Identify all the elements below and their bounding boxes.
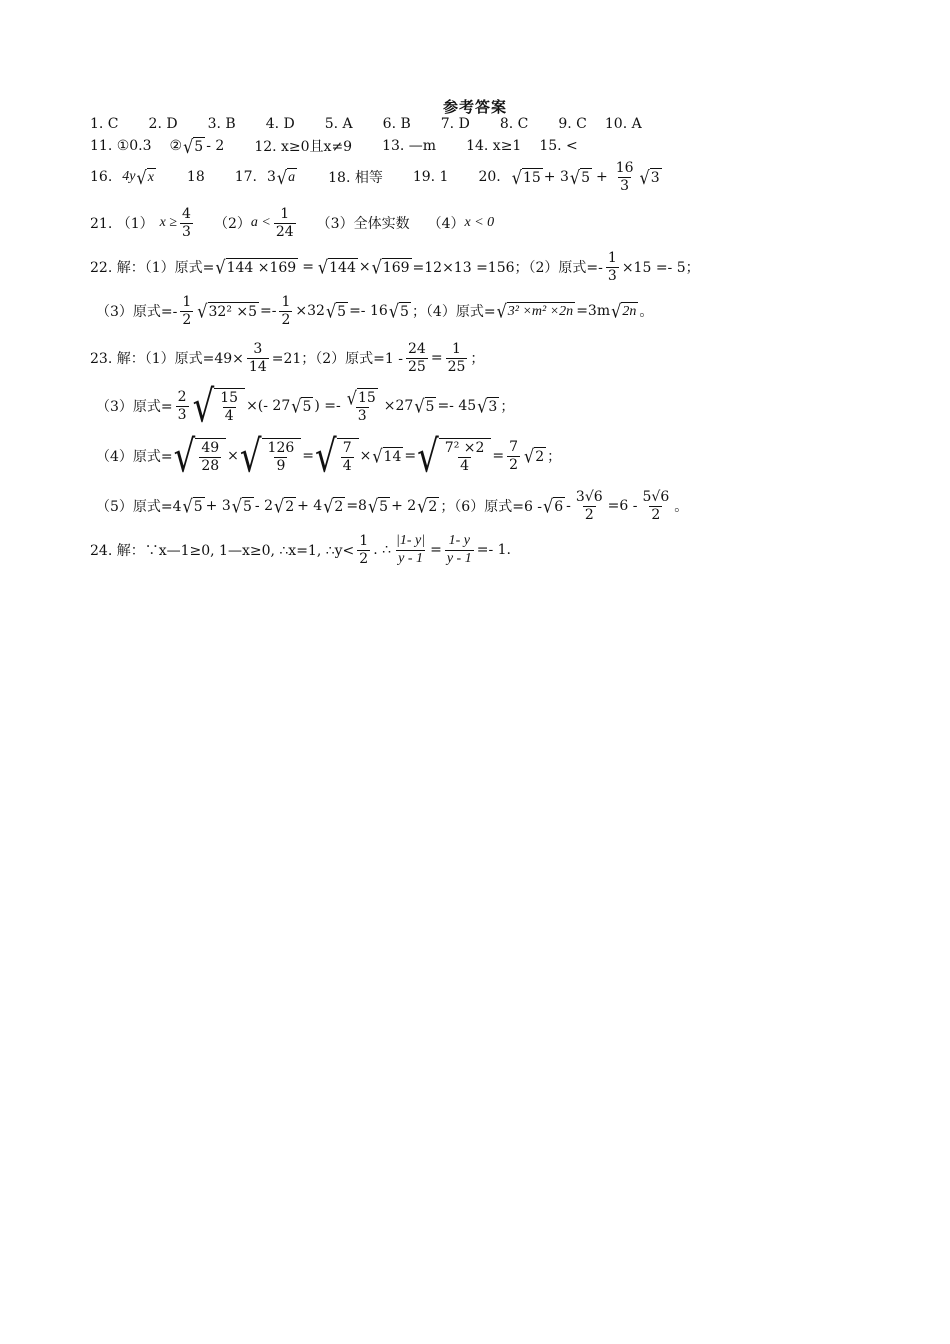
fraction: [218, 390, 240, 423]
radicand: 2: [428, 499, 438, 515]
denominator: 3: [177, 406, 187, 423]
answer-14: 14. x≥1: [466, 138, 522, 154]
answer-5: 5. A: [324, 116, 353, 132]
numerator: 126: [267, 440, 295, 457]
answer-22-part1: [90, 248, 700, 286]
text: ×: [358, 259, 371, 275]
numerator: |1- y|: [396, 533, 426, 549]
text: ×: [359, 448, 372, 464]
radicand: 5: [193, 499, 203, 515]
fraction: [640, 489, 671, 522]
text: 23. 解：（1）原式=49×: [90, 351, 244, 367]
answer-21: [90, 203, 494, 243]
answer-1: 1. C: [90, 116, 119, 132]
radicand: 6: [554, 499, 564, 515]
denominator: 9: [276, 457, 286, 474]
numerator: 5√6: [642, 489, 670, 506]
radicand: 2: [334, 499, 344, 515]
fraction: [176, 389, 189, 422]
numerator: 24: [408, 341, 426, 358]
text: . ∴: [373, 542, 392, 558]
radicand: 5: [581, 170, 590, 186]
sqrt: √ 2: [417, 495, 438, 518]
sqrt: √ 144: [317, 256, 356, 279]
sqrt: √ 5: [414, 395, 435, 418]
radicand: 5: [400, 304, 409, 320]
sqrt: √ 5: [569, 166, 590, 189]
text: =12×13 =156；（2）原式=-: [412, 260, 603, 276]
sqrt: √ 5: [183, 135, 204, 158]
radicand: 32² ×5: [208, 304, 258, 320]
sqrt: √ 5: [388, 300, 409, 323]
text: + 4: [297, 498, 323, 514]
answer-17: 17.: [234, 169, 257, 185]
sqrt: √ 5: [325, 300, 347, 323]
answer-20: 20.: [478, 169, 501, 185]
text: ；（6）原式=6 -: [440, 499, 543, 515]
answer-24: [90, 530, 511, 570]
page-title: 参考答案: [442, 98, 507, 116]
fraction: [614, 160, 636, 193]
coefficient: 4y: [122, 169, 136, 184]
denominator: 3: [607, 267, 617, 284]
fraction: [279, 294, 292, 327]
sqrt: √ 2n: [611, 300, 637, 323]
sqrt: √ 3: [639, 166, 660, 189]
expression: x ≥: [159, 215, 178, 230]
numerator: 15: [220, 390, 239, 407]
denominator: 2: [651, 506, 661, 523]
answer-6: 6. B: [382, 116, 411, 132]
numerator: 49: [201, 440, 220, 457]
sqrt: √ 3² ×m² ×2n: [496, 300, 574, 323]
answer-4: 4. D: [265, 116, 295, 132]
answer-12: 12. x≥0且x≠9: [254, 139, 353, 155]
radicand: 2: [285, 499, 295, 515]
text: （4）原式=: [96, 449, 173, 465]
text: =: [404, 448, 417, 464]
denominator: 3: [620, 177, 630, 194]
text: 24. 解：∵x—1≥0, 1—x≥0, ∴x=1, ∴y<: [90, 543, 355, 559]
radicand: 15: [357, 390, 376, 407]
sqrt: √ a: [276, 166, 296, 189]
text: =- 45: [437, 398, 477, 414]
denominator: 2: [182, 311, 192, 328]
text: （2）: [213, 216, 251, 232]
text: =-: [260, 303, 277, 319]
expression: a <: [250, 215, 271, 230]
text: ×(- 27: [246, 398, 291, 414]
answer-9: 9. C: [558, 116, 587, 132]
denominator: 4: [342, 457, 352, 474]
numerator: 4: [182, 206, 191, 223]
numerator: 1: [280, 206, 290, 223]
sqrt: √ 5: [291, 395, 312, 418]
denominator: y - 1: [446, 550, 472, 566]
text: ；: [500, 399, 515, 415]
radicand: 5: [302, 399, 312, 415]
fraction: [180, 294, 193, 327]
text: （3）全体实数: [316, 216, 410, 232]
sqrt: √ 5: [367, 495, 389, 518]
numerator: 7² ×2: [444, 440, 485, 457]
answer-22-part2: [96, 292, 653, 330]
fraction: [344, 388, 381, 423]
fraction: [357, 533, 370, 566]
fraction: [180, 206, 193, 239]
numerator: 7: [342, 440, 352, 457]
radicand: 15: [522, 170, 541, 186]
radicand: 5: [379, 499, 389, 515]
answers-1-10: [90, 116, 642, 132]
text: =- 1.: [476, 542, 512, 558]
text: + 3: [205, 498, 231, 514]
denominator: 24: [275, 223, 294, 240]
fraction: [247, 341, 269, 374]
fraction: [574, 489, 605, 522]
answer-15: 15. <: [539, 138, 578, 154]
text: 。: [674, 499, 689, 515]
sqrt: √ 14: [372, 445, 402, 468]
denominator: y - 1: [398, 550, 424, 566]
answer-13: 13. —m: [382, 138, 437, 154]
text: - 2: [254, 498, 273, 514]
sqrt: √ 144 ×169: [215, 256, 297, 279]
sqrt: √ $\frac{\text{7² ×2}}{4}$: [417, 438, 491, 473]
denominator: 2: [281, 311, 291, 328]
answer-16b: 18: [186, 169, 205, 185]
numerator: 1: [182, 294, 192, 311]
numerator: 1- y: [448, 533, 470, 549]
sqrt: √ $\frac{126}{9}$: [240, 438, 301, 473]
text: 22. 解：（1）原式=: [90, 260, 215, 276]
sqrt: √ 169: [371, 256, 410, 279]
answer-8: 8. C: [499, 116, 529, 132]
answer-23-part4: [96, 430, 562, 483]
text: =: [492, 448, 505, 464]
answer-18: 18. 相等: [328, 170, 383, 186]
text: =: [302, 259, 314, 275]
numerator: 1: [607, 250, 617, 267]
text: 。: [639, 304, 654, 320]
text: ×27: [383, 398, 414, 414]
answer-7: 7. D: [440, 116, 470, 132]
text: （3）原式=: [96, 399, 173, 415]
denominator: 3: [357, 407, 367, 424]
radicand: 5: [337, 304, 347, 320]
sqrt: √ 2: [323, 495, 344, 518]
sqrt: √ 2: [524, 445, 545, 468]
answer-3: 3. B: [207, 116, 236, 132]
text: + 2: [391, 498, 417, 514]
sqrt: √ x: [136, 166, 154, 189]
sqrt: √ $\frac{7}{4}$: [315, 438, 359, 473]
text: =: [430, 542, 442, 558]
denominator: 28: [201, 457, 220, 474]
denominator: 4: [460, 457, 470, 474]
radicand: 169: [382, 260, 410, 276]
answer-23-part3: [96, 380, 515, 433]
numerator: 3: [253, 341, 263, 358]
text: （3）原式=-: [96, 304, 178, 320]
text: 21. （1）: [90, 216, 154, 232]
numerator: 7: [509, 439, 519, 456]
denominator: 2: [584, 506, 594, 523]
fraction: [446, 341, 468, 374]
text: ；: [470, 351, 485, 367]
text: ×15 =- 5；: [621, 260, 700, 276]
radicand: 5: [425, 399, 435, 415]
text: （4）: [427, 216, 465, 232]
text: ；: [547, 449, 562, 465]
answer-11: 11. ①0.3: [90, 138, 152, 154]
text: =- 16: [349, 303, 388, 319]
radicand: 2n: [622, 304, 637, 319]
sqrt: √ $\frac{15}{4}$: [193, 388, 246, 423]
numerator: 2: [177, 389, 187, 406]
text: ；（4）原式=: [411, 304, 496, 320]
radicand: 144 ×169: [226, 260, 297, 276]
denominator: 2: [509, 456, 519, 473]
radicand: 14: [383, 449, 402, 465]
radicand: 2: [535, 449, 545, 465]
text: =6 -: [607, 498, 638, 514]
radicand: 3² ×m² ×2n: [507, 304, 574, 319]
text: （5）原式=4: [96, 499, 182, 515]
fraction: [606, 250, 619, 283]
numerator: 1: [281, 294, 291, 311]
denominator: 14: [248, 358, 267, 375]
denominator: 4: [224, 407, 234, 424]
radicand: 3: [650, 170, 660, 186]
sqrt: √ 5: [182, 495, 203, 518]
text: + 3: [543, 169, 569, 185]
fraction: [394, 533, 427, 566]
answer-23-part1: [90, 338, 484, 378]
sqrt: √ 2: [273, 495, 295, 518]
numerator: 1: [452, 341, 461, 358]
coefficient: 3: [267, 169, 276, 185]
numerator: 1: [359, 533, 369, 550]
radicand: 5: [194, 139, 204, 155]
denominator: 2: [359, 550, 369, 567]
radicand: 3: [488, 399, 498, 415]
answers-11-15: [90, 136, 578, 156]
text: =8: [346, 498, 367, 514]
text: ×32: [295, 303, 325, 319]
text: +: [595, 169, 608, 185]
text: ) =-: [314, 398, 341, 414]
denominator: 3: [182, 223, 191, 240]
answer-2: 2. D: [148, 116, 178, 132]
sqrt: √ 32² ×5: [197, 300, 258, 323]
text: -: [566, 498, 571, 514]
fraction: [507, 439, 520, 472]
radicand: x: [147, 170, 154, 185]
fraction: [266, 440, 297, 473]
fraction: [274, 206, 296, 239]
text: =: [430, 350, 443, 366]
sqrt: √ 3: [477, 395, 498, 418]
expression: x < 0: [464, 215, 495, 230]
answer-10: 10. A: [604, 116, 642, 132]
radicand: 144: [329, 260, 356, 276]
answers-16-20: [90, 162, 663, 192]
sqrt: √ 15: [346, 387, 376, 409]
numerator: 16: [615, 160, 634, 177]
answer-16: 16.: [90, 169, 113, 185]
sqrt: √ 6: [543, 495, 564, 518]
radicand: a: [288, 170, 296, 185]
text: - 2: [206, 138, 225, 154]
answer-23-part5: [96, 486, 688, 526]
fraction: [199, 440, 221, 473]
answer-11-part2: ②: [169, 138, 183, 154]
numerator: 3√6: [575, 489, 603, 506]
denominator: 25: [447, 358, 466, 375]
text: =21；（2）原式=1 -: [271, 351, 404, 367]
fraction: [445, 533, 474, 566]
text: =: [302, 448, 315, 464]
denominator: 25: [408, 358, 426, 375]
fraction: [443, 440, 487, 473]
answer-19: 19. 1: [412, 169, 449, 185]
fraction: [341, 440, 354, 473]
sqrt: √ $\frac{49}{28}$: [174, 438, 227, 473]
fraction: [406, 341, 428, 374]
text: ×: [227, 448, 239, 464]
radicand: 5: [242, 499, 252, 515]
sqrt: √ 5: [231, 495, 252, 518]
text: =3m: [576, 303, 611, 319]
sqrt: √ 15: [511, 166, 541, 189]
